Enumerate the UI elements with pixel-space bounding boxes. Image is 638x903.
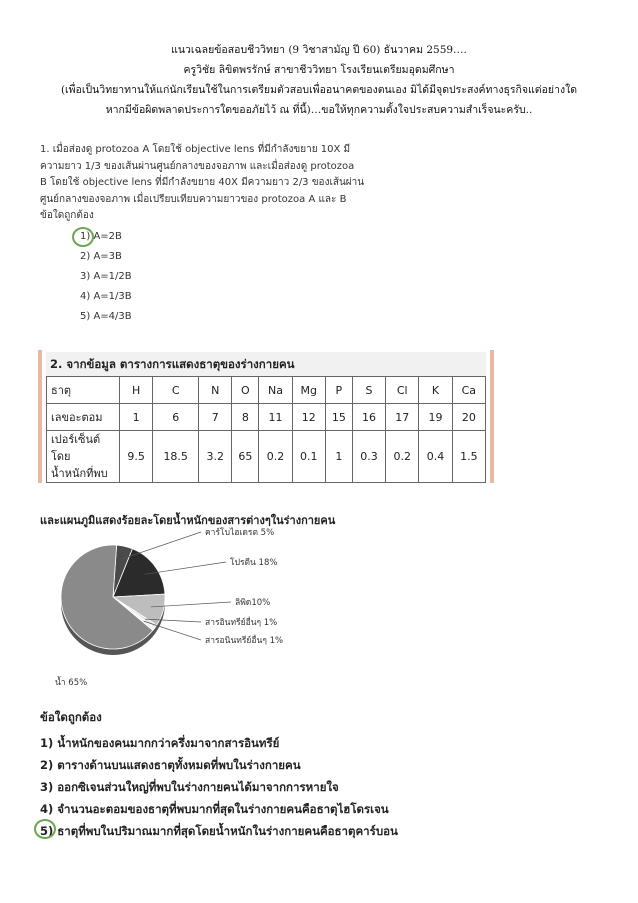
row-label [47, 431, 120, 483]
table-cell: Cl [386, 377, 419, 404]
row-label-line: น้ำหนักที่พบ [51, 467, 108, 480]
choice-1: 1) น้ำหนักของคนมากกว่าครึ่งมาจากสารอินทรีย์ [40, 736, 280, 750]
table-cell: S [352, 377, 385, 404]
choice-label: 4) A=1/3B [80, 290, 132, 302]
table-cell: 11 [259, 404, 292, 431]
table-cell: 15 [325, 404, 352, 431]
pie-leader-line [145, 562, 226, 574]
table-cell: 1 [325, 431, 352, 483]
table-cell: Na [259, 377, 292, 404]
element-table [46, 376, 486, 483]
table-cell: 16 [352, 404, 385, 431]
question-1 [40, 142, 560, 327]
stem-line: B โดยใช้ objective lens ที่มีกำลังขยาย 40X มีความยาว 2/3 ของเส้นผ่าน [40, 177, 365, 188]
table-cell: K [419, 377, 452, 404]
question-1-choices [80, 227, 560, 327]
table-cell: 0.3 [352, 431, 385, 483]
table-cell: C [153, 377, 199, 404]
row-label: เลขอะตอม [47, 404, 120, 431]
stem-line: 1. เมื่อส่องดู protozoa A โดยใช้ objective lens ที่มีกำลังขยาย 10X มี [40, 144, 351, 155]
header-line-4: หากมีข้อผิดพลาดประการใดขออภัยไว้ ณ ที่นี้)…ขอให้ทุกความตั้งใจประสบความสำเร็จนะครับ.. [105, 104, 533, 116]
question-2 [40, 706, 600, 842]
choice-5-correct [40, 820, 600, 842]
table-row-atomic-number [47, 404, 486, 431]
choice-label: 5) A=4/3B [80, 310, 132, 322]
table-cell: 0.2 [386, 431, 419, 483]
header-line-1: แนวเฉลยข้อสอบชีววิทยา (9 วิชาสามัญ ปี 60) ธันวาคม 2559…. [171, 44, 467, 56]
stem-line: ความยาว 1/3 ของเส้นผ่านศูนย์กลางของจอภาพ และเมื่อส่องดู protozoa [40, 160, 355, 172]
element-table-block [38, 350, 494, 483]
choice-label: 2) A=3B [80, 250, 122, 262]
table-row-elements [47, 377, 486, 404]
choice-1-correct [80, 227, 560, 247]
choice-4 [80, 287, 560, 307]
table-cell: N [199, 377, 232, 404]
table-title: 2. จากข้อมูล ตารางการแสดงธาตุของร่างกายคน [46, 352, 486, 376]
table-cell: H [120, 377, 153, 404]
choice-4: 4) จำนวนอะตอมของธาตุที่พบมากที่สุดในร่างกายคนคือธาตุไฮโดรเจน [40, 802, 389, 816]
table-cell: 9.5 [120, 431, 153, 483]
table-row-percent [47, 431, 486, 483]
header-line-3: (เพื่อเป็นวิทยาทานให้แก่นักเรียนใช้ในการเตรียมตัวสอบเพื่ออนาคตของตนเอง มิได้มีจุดประสงค์ทางธุรกิจแต่อย่างใด [60, 84, 578, 96]
table-cell: 8 [232, 404, 259, 431]
choice-5 [80, 307, 560, 327]
table-cell: 20 [452, 404, 485, 431]
choice-2 [80, 247, 560, 267]
pie-slice-label: ลิพิด10% [235, 598, 271, 608]
table-cell: 0.4 [419, 431, 452, 483]
choice-3: 3) ออกซิเจนส่วนใหญ่ที่พบในร่างกายคนได้มาจากการหายใจ [40, 780, 339, 794]
row-label: ธาตุ [47, 377, 120, 404]
pie-leader-line [122, 532, 201, 559]
choice-2: 2) ตารางด้านบนแสดงธาตุทั้งหมดที่พบในร่างกายคน [40, 758, 301, 772]
choice-label: 3) A=1/2B [80, 270, 132, 282]
choice-3 [80, 267, 560, 287]
choice-label: 1) A=2B [80, 230, 122, 242]
answer-circle-icon [34, 819, 56, 839]
table-cell: 1 [120, 404, 153, 431]
choice-label: 5) ธาตุที่พบในปริมาณมากที่สุดโดยน้ำหนักในร่างกายคนคือธาตุคาร์บอน [40, 824, 398, 838]
table-cell: Mg [292, 377, 325, 404]
table-cell: 19 [419, 404, 452, 431]
pie-slice-label: น้ำ 65% [55, 678, 88, 688]
document-header [0, 40, 638, 120]
stem-line: ข้อใดถูกต้อง [40, 210, 94, 221]
table-cell: 65 [232, 431, 259, 483]
table-cell: 1.5 [452, 431, 485, 483]
row-label-line: เปอร์เซ็นต์โดย [51, 433, 101, 463]
table-cell: 17 [386, 404, 419, 431]
header-line-2: ครูวิชัย ลิขิตพรรักษ์ สาขาชีววิทยา โรงเรียนเตรียมอุดมศึกษา [183, 64, 455, 76]
pie-slice-label: สารอินทรีย์อื่นๆ 1% [205, 618, 278, 628]
table-cell: P [325, 377, 352, 404]
pie-slice-label: สารอนินทรีย์อื่นๆ 1% [205, 636, 284, 646]
table-cell: 18.5 [153, 431, 199, 483]
table-cell: 7 [199, 404, 232, 431]
answer-circle-icon [72, 227, 94, 247]
table-cell: 0.1 [292, 431, 325, 483]
pie-chart-title: และแผนภูมิแสดงร้อยละโดยน้ำหนักของสารต่างๆในร่างกายคน [40, 514, 336, 527]
pie-slice-label: คาร์โบไฮเดรต 5% [205, 528, 275, 538]
question-1-stem [40, 142, 560, 225]
table-cell: 3.2 [199, 431, 232, 483]
pie-slice-label: โปรตีน 18% [230, 558, 278, 568]
table-cell: 6 [153, 404, 199, 431]
question-2-prompt: ข้อใดถูกต้อง [40, 710, 102, 724]
table-cell: Ca [452, 377, 485, 404]
element-table-frame [38, 350, 494, 483]
table-cell: O [232, 377, 259, 404]
stem-line: ศูนย์กลางของจอภาพ เมื่อเปรียบเทียบความยาวของ protozoa A และ B [40, 193, 347, 205]
table-cell: 0.2 [259, 431, 292, 483]
table-cell: 12 [292, 404, 325, 431]
pie-chart [55, 525, 355, 695]
